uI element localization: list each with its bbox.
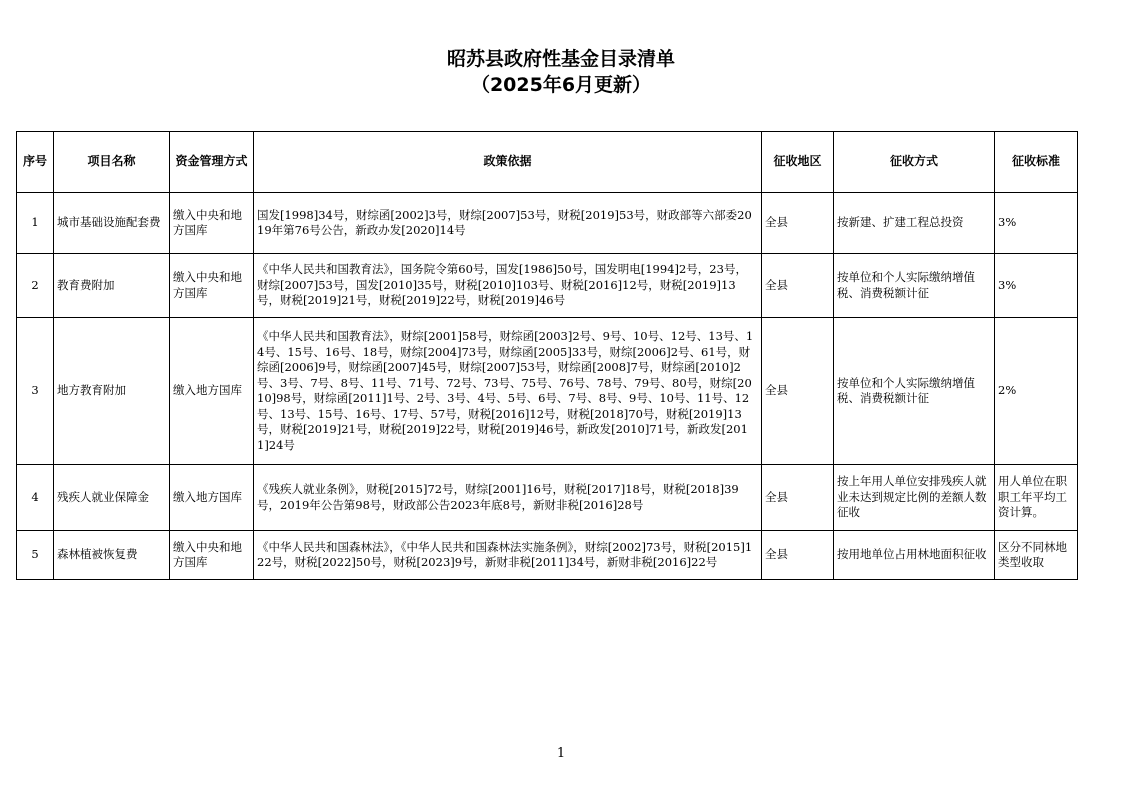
cell-no: 1 bbox=[17, 193, 54, 254]
cell-management: 缴入地方国库 bbox=[170, 318, 254, 465]
cell-no: 5 bbox=[17, 531, 54, 580]
cell-management: 缴入中央和地方国库 bbox=[170, 193, 254, 254]
cell-management: 缴入中央和地方国库 bbox=[170, 254, 254, 318]
header-basis: 政策依据 bbox=[254, 132, 762, 193]
table-row bbox=[17, 531, 1078, 580]
cell-management: 缴入地方国库 bbox=[170, 465, 254, 531]
cell-no: 3 bbox=[17, 318, 54, 465]
header-no: 序号 bbox=[17, 132, 54, 193]
cell-standard: 用人单位在职职工年平均工资计算。 bbox=[995, 465, 1078, 531]
cell-method: 按单位和个人实际缴纳增值税、消费税额计征 bbox=[834, 318, 995, 465]
header-management: 资金管理方式 bbox=[170, 132, 254, 193]
cell-standard: 3% bbox=[995, 254, 1078, 318]
cell-name: 残疾人就业保障金 bbox=[54, 465, 170, 531]
table-row bbox=[17, 193, 1078, 254]
cell-no: 2 bbox=[17, 254, 54, 318]
table-row bbox=[17, 465, 1078, 531]
header-method: 征收方式 bbox=[834, 132, 995, 193]
cell-no: 4 bbox=[17, 465, 54, 531]
cell-standard: 区分不同林地类型收取 bbox=[995, 531, 1078, 580]
header-name: 项目名称 bbox=[54, 132, 170, 193]
page-number: 1 bbox=[556, 746, 566, 761]
cell-name: 地方教育附加 bbox=[54, 318, 170, 465]
cell-method: 按单位和个人实际缴纳增值税、消费税额计征 bbox=[834, 254, 995, 318]
fund-table bbox=[16, 131, 1078, 580]
table-row bbox=[17, 254, 1078, 318]
cell-region: 全县 bbox=[762, 531, 834, 580]
cell-region: 全县 bbox=[762, 318, 834, 465]
cell-name: 森林植被恢复费 bbox=[54, 531, 170, 580]
cell-method: 按新建、扩建工程总投资 bbox=[834, 193, 995, 254]
cell-method: 按上年用人单位安排残疾人就业未达到规定比例的差额人数征收 bbox=[834, 465, 995, 531]
cell-region: 全县 bbox=[762, 465, 834, 531]
header-standard: 征收标准 bbox=[995, 132, 1078, 193]
cell-name: 城市基础设施配套费 bbox=[54, 193, 170, 254]
document-title: 昭苏县政府性基金目录清单 bbox=[446, 48, 675, 70]
cell-method: 按用地单位占用林地面积征收 bbox=[834, 531, 995, 580]
cell-basis: 国发[1998]34号，财综函[2002]3号，财综[2007]53号，财税[2019]53号，财政部等六部委2019年第76号公告，新政办发[2020]14号 bbox=[254, 193, 762, 254]
cell-basis: 《中华人民共和国教育法》，财综[2001]58号，财综函[2003]2号、9号、10号、12号、13号、14号、15号、16号、18号，财综[2004]73号，财综函[2005]33号，财综[2006]2号、61号，财综函[2006]9号，财综函[2007]45号，财综[2007]53号，财综函[2008]7号，财综函[2010]2号、3号、7号、8号、11号、71号、72号、73号、75号、76号、78号、79号、80号，财综[2010]98号，财综函[2011]1号、2号、3号、4号、5号、6号、7号、8号、9号、10号、11号、12号、13号、15号、16号、17号、57号，财税[2016]12号，财税[2018]70号，财税[2019]13号，财税[2019]21号，财税[2019]22号，财税[2019]46号，新政发[2010]71号，新政发[2011]24号 bbox=[254, 318, 762, 465]
cell-region: 全县 bbox=[762, 254, 834, 318]
cell-region: 全县 bbox=[762, 193, 834, 254]
cell-basis: 《中华人民共和国教育法》，国务院令第60号，国发[1986]50号，国发明电[1994]2号，23号，财综[2007]53号，国发[2010]35号，财税[2010]103号、财税[2016]12号，财税[2019]13号，财税[2019]21号，财税[2019]22号，财税[2019]46号 bbox=[254, 254, 762, 318]
table-row bbox=[17, 318, 1078, 465]
cell-name: 教育费附加 bbox=[54, 254, 170, 318]
cell-management: 缴入中央和地方国库 bbox=[170, 531, 254, 580]
cell-standard: 3% bbox=[995, 193, 1078, 254]
table-header-row bbox=[17, 132, 1078, 193]
cell-basis: 《残疾人就业条例》，财税[2015]72号，财综[2001]16号，财税[2017]18号，财税[2018]39号，2019年公告第98号，财政部公告2023年底8号，新财非税[2016]28号 bbox=[254, 465, 762, 531]
header-region: 征收地区 bbox=[762, 132, 834, 193]
document-subtitle: （2025年6月更新） bbox=[470, 74, 652, 96]
cell-standard: 2% bbox=[995, 318, 1078, 465]
cell-basis: 《中华人民共和国森林法》，《中华人民共和国森林法实施条例》，财综[2002]73号，财税[2015]122号，财税[2022]50号，财税[2023]9号，新财非税[2011]34号，新财非税[2016]22号 bbox=[254, 531, 762, 580]
